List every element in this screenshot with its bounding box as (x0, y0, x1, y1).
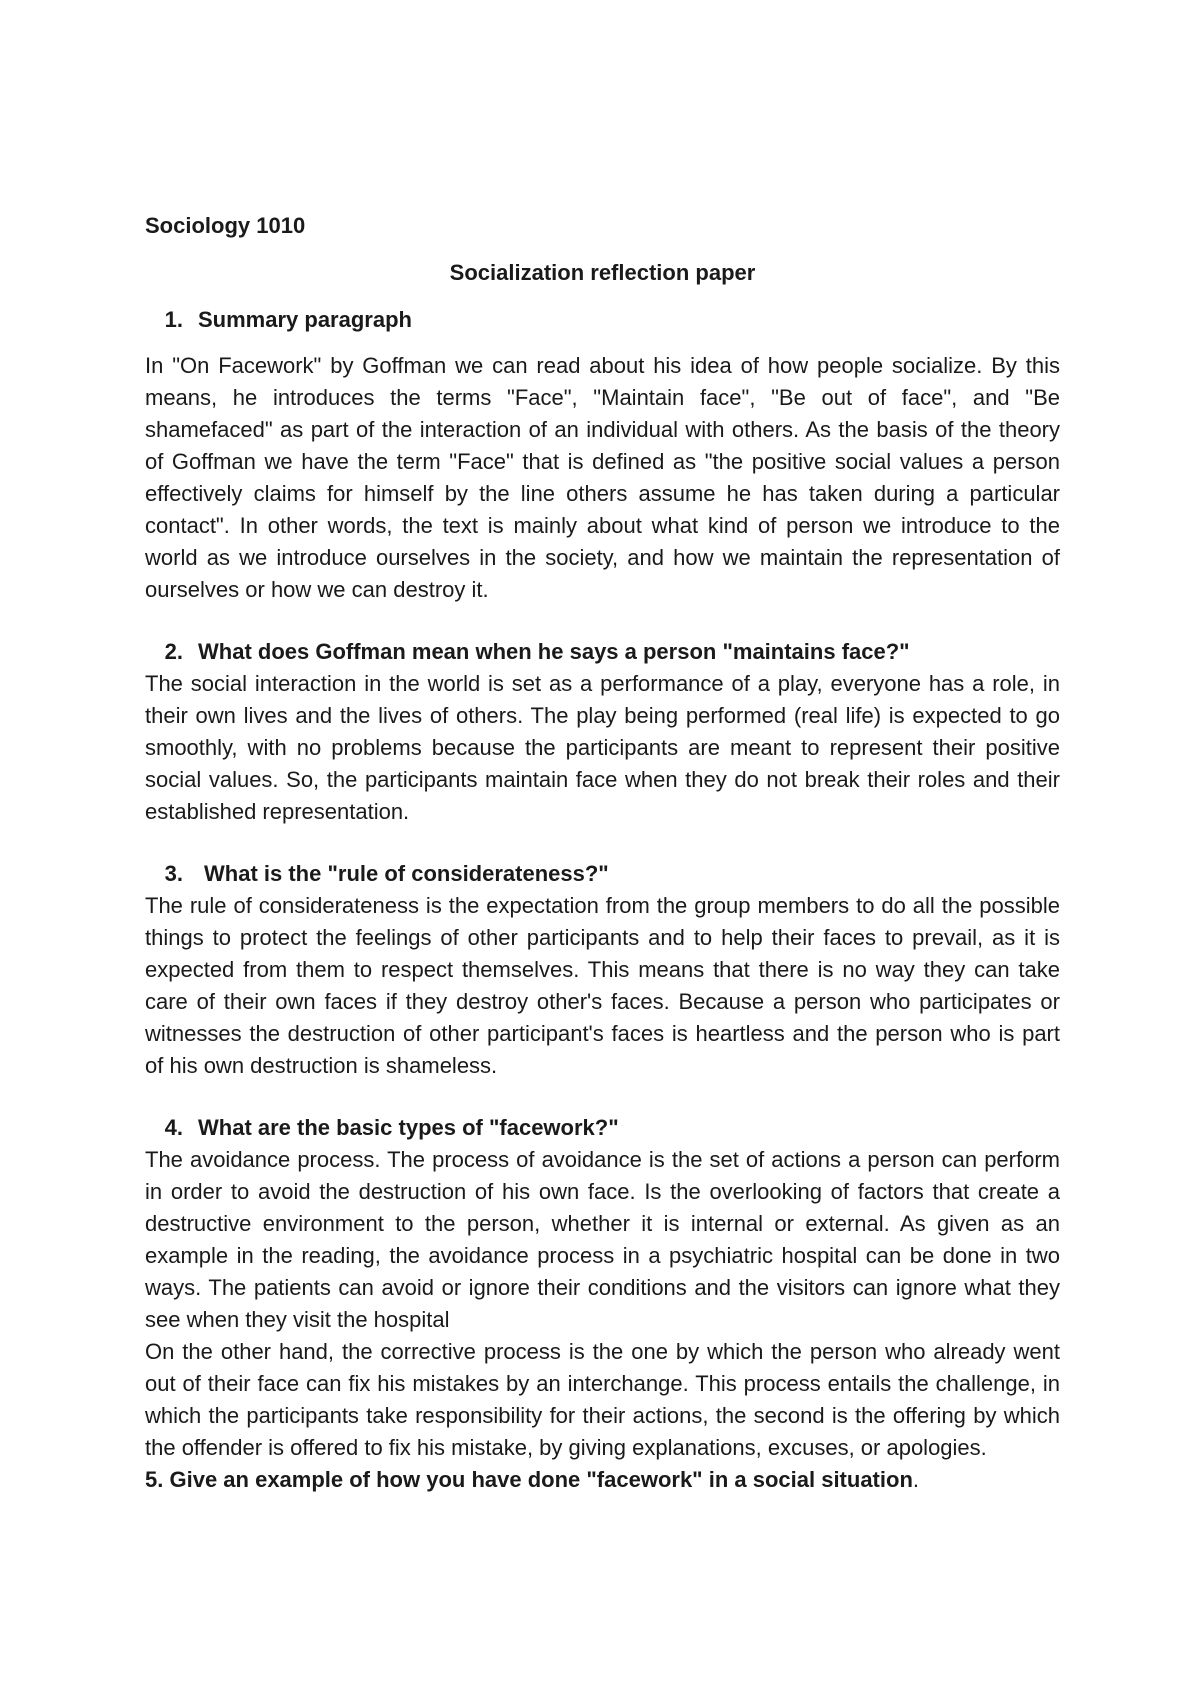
course-name: Sociology 1010 (145, 213, 306, 238)
section-5-number: 5. (145, 1467, 164, 1492)
section-5-trailing: . (912, 1467, 920, 1492)
section-2-number: 2. (164, 639, 183, 664)
section-2-heading (145, 636, 1060, 668)
section-1-heading (145, 304, 1060, 336)
section-5-heading (145, 1464, 1060, 1496)
section-5-heading-text: Give an example of how you have done "facework" in a social situation (169, 1467, 913, 1492)
section-4-heading (145, 1112, 1060, 1144)
section-3-paragraph: The rule of considerateness is the expectation from the group members to do all the possible things to protect the feelings of other participants and to help their faces to prevail, as it is expected from them to respect themselves. This means that there is no way they can take care of their own faces if they destroy other's faces. Because a person who participates or witnesses the destruction of other participant's faces is heartless and the person who is part of his own destruction is shameless. (145, 893, 1060, 1078)
section-4-number: 4. (164, 1115, 183, 1140)
section-2-paragraph: The social interaction in the world is set as a performance of a play, everyone has a role, in their own lives and the lives of others. The play being performed (real life) is expected to go smoothly, with no problems because the participants are meant to represent their positive social values. So, the participants maintain face when they do not break their roles and their established representation. (145, 671, 1060, 824)
document-page (145, 210, 1060, 1496)
section-4-heading-text: What are the basic types of "facework?" (198, 1115, 619, 1140)
section-4-paragraph-2: On the other hand, the corrective process is the one by which the person who already went out of their face can fix his mistakes by an interchange. This process entails the challenge, in which the participants take responsibility for their actions, the second is the offering by which the offender is offered to fix his mistake, by giving explanations, excuses, or apologies. (145, 1339, 1060, 1460)
section-2-heading-text: What does Goffman mean when he says a person "maintains face?" (198, 639, 910, 664)
section-1-number: 1. (164, 307, 183, 332)
section-3-number: 3. (164, 861, 183, 886)
section-4-paragraph-1: The avoidance process. The process of avoidance is the set of actions a person can perform in order to avoid the destruction of his own face. Is the overlooking of factors that create a destructive environment to the person, whether it is internal or external. As given as an example in the reading, the avoidance process in a psychiatric hospital can be done in two ways. The patients can avoid or ignore their conditions and the visitors can ignore what they see when they visit the hospital (145, 1147, 1060, 1332)
section-1-heading-text: Summary paragraph (198, 307, 412, 332)
section-1-paragraph: In "On Facework" by Goffman we can read about his idea of how people socialize. By this means, he introduces the terms "Face", "Maintain face", "Be out of face", and "Be shamefaced" as part of the interaction of an individual with others. As the basis of the theory of Goffman we have the term "Face" that is defined as "the positive social values a person effectively claims for himself by the line others assume he has taken during a particular contact". In other words, the text is mainly about what kind of person we introduce to the world as we introduce ourselves in the society, and how we maintain the representation of ourselves or how we can destroy it. (145, 353, 1060, 602)
paper-title: Socialization reflection paper (449, 260, 756, 285)
section-3-heading-text: What is the "rule of considerateness?" (204, 861, 609, 886)
section-3-heading (145, 858, 1060, 890)
